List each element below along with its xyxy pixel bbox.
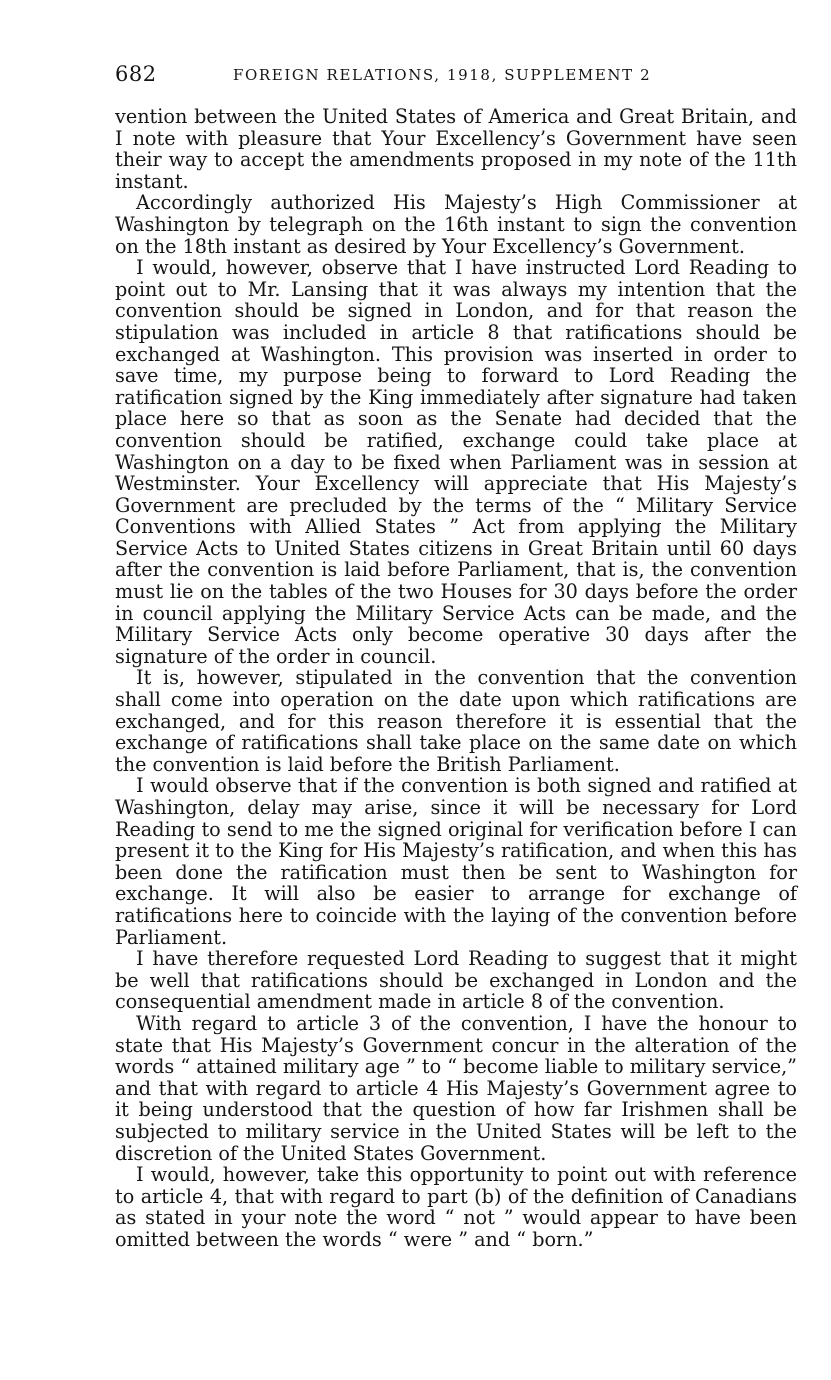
body-text bbox=[115, 106, 797, 1250]
paragraph-8: I would, however, take this opportunity to point out with reference to article 4, that with regard to part (b) of the definition of Canadians as stated in your note the word “ not ” would appear to have been omitted between the words “ were ” and “ born.” bbox=[115, 1163, 797, 1251]
paragraph-7: With regard to article 3 of the convention, I have the honour to state that His Majesty’s Government concur in the alteration of the words “ attained military age ” to “ become liable to military service,” and that with regard to article 4 His Majesty’s Government agree to it being understood that the question of how far Irishmen shall be subjected to military service in the United States will be left to the discretion of the United States Government. bbox=[115, 1011, 797, 1165]
paragraph-3: I would, however, observe that I have instructed Lord Reading to point out to Mr. Lansing that it was always my intention that the convention should be signed in London, and for that reason the stipulation was included in article 8 that ratifications should be exchanged at Washington. This provision was inserted in order to save time, my purpose being to forward to Lord Reading the ratification signed by the King immediately after signature had taken place here so that as soon as the Senate had decided that the convention should be ratified, exchange could take place at Washington on a day to be fixed when Parliament was in session at Westminster. Your Excellency will appreciate that His Majesty’s Government are precluded by the terms of the “ Military Service Conventions with Allied States ” Act from applying the Military Service Acts to United States citizens in Great Britain until 60 days after the convention is laid before Parliament, that is, the convention must lie on the tables of the two Houses for 30 days before the order in council applying the Military Service Acts can be made, and the Military Service Acts only become operative 30 days after the signature of the order in council. bbox=[115, 256, 797, 668]
paragraph-4: It is, however, stipulated in the convention that the convention shall come into operation on the date upon which ratifications are exchanged, and for this reason therefore it is essential that the exchange of ratifications shall take place on the same date on which the convention is laid before the British Parliament. bbox=[115, 666, 797, 776]
paragraph-1: vention between the United States of America and Great Britain, and I note with pleasure that Your Excellency’s Government have seen their way to accept the amendments proposed in my note of the 11th instant. bbox=[115, 105, 797, 193]
running-header bbox=[115, 62, 797, 92]
paragraph-5: I would observe that if the convention is both signed and ratified at Washington, delay may arise, since it will be necessary for Lord Reading to send to me the signed original for verification before I can present it to the King for His Majesty’s ratification, and when this has been done the ratification must then be sent to Washington for exchange. It will also be easier to arrange for exchange of ratifications here to coincide with the laying of the convention before Parliament. bbox=[115, 774, 797, 949]
paragraph-2: Accordingly authorized His Majesty’s High Commissioner at Washington by telegraph on the 16th instant to sign the convention on the 18th instant as desired by Your Excellency’s Government. bbox=[115, 191, 797, 258]
paragraph-6: I have therefore requested Lord Reading to suggest that it might be well that ratifications should be exchanged in London and the consequential amendment made in article 8 of the convention. bbox=[115, 947, 797, 1014]
document-page bbox=[115, 62, 797, 1250]
running-title: FOREIGN RELATIONS, 1918, SUPPLEMENT 2 bbox=[233, 66, 652, 84]
page-number: 682 bbox=[115, 62, 157, 86]
